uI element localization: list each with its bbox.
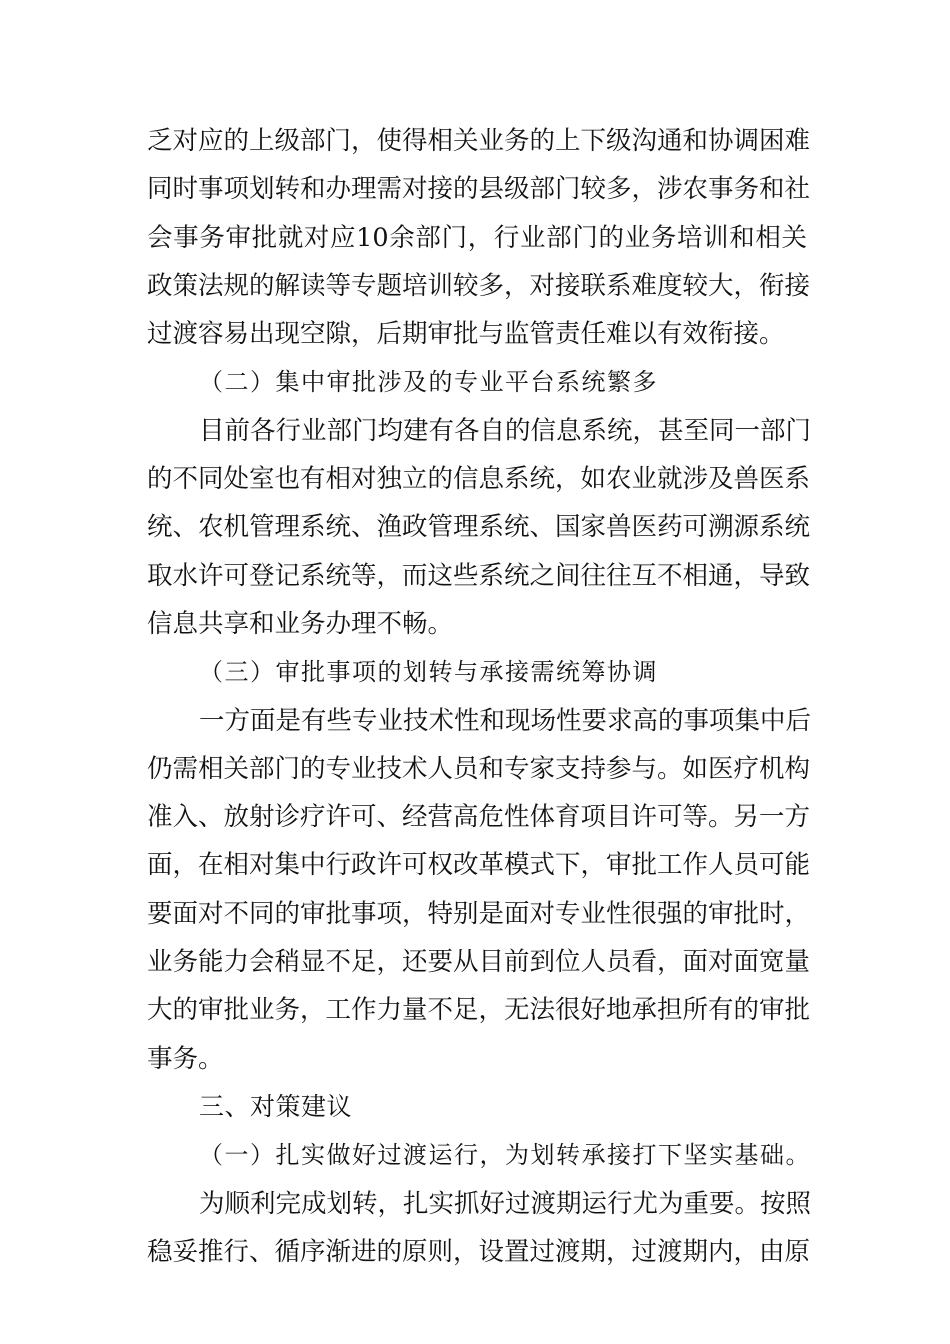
section-heading-1: （一）扎实做好过渡运行，为划转承接打下坚实基础。 [199,1141,811,1170]
text-line: 政策法规的解读等专题培训较多，对接联系难度较大，衔接 [147,270,811,301]
text-line: 面，在相对集中行政许可权改革模式下，审批工作人员可能 [147,850,811,881]
text-line: 事务。 [147,1043,224,1074]
text-line: 过渡容易出现空隙，后期审批与监管责任难以有效衔接。 [147,319,785,350]
body-paragraph [147,697,812,1083]
text-line: 仍需相关部门的专业技术人员和专家支持参与。如医疗机构 [147,753,811,784]
text-line: 业务能力会稍显不足，还要从目前到位人员看，面对面宽量 [147,947,811,978]
text-line: 大的审批业务，工作力量不足，无法很好地承担所有的审批 [147,995,811,1026]
body-paragraph [147,407,812,648]
text-line: 一方面是有些专业技术性和现场性要求高的事项集中后 [199,705,812,736]
chapter-heading: 三、对策建议 [199,1091,353,1121]
section-heading-3: （三）审批事项的划转与承接需统筹协调 [199,658,658,687]
text-line: 乏对应的上级部门，使得相关业务的上下级沟通和协调困难 [147,126,811,156]
text-line: 同时事项划转和办理需对接的县级部门较多，涉农事务和社 [147,174,811,205]
document-page [147,117,812,1276]
text-line: 取水许可登记系统等，而这些系统之间往往互不相通，导致 [147,560,811,591]
text-line: 会事务审批就对应10余部门，行业部门的业务培训和相关 [147,222,807,253]
text-line: 准入、放射诊疗许可、经营高危性体育项目许可等。另一方 [147,802,811,833]
text-line: 稳妥推行、循序渐进的原则，设置过渡期，过渡期内，由原 [147,1236,811,1267]
section-heading-2: （二）集中审批涉及的专业平台系统繁多 [199,368,658,397]
text-line: 为顺利完成划转，扎实抓好过渡期运行尤为重要。按照 [199,1188,812,1219]
text-line: 目前各行业部门均建有各自的信息系统，甚至同一部门 [199,415,812,446]
text-line: 的不同处室也有相对独立的信息系统，如农业就涉及兽医系 [147,464,811,495]
text-line: 信息共享和业务办理不畅。 [147,608,454,639]
body-paragraph [147,117,811,358]
text-line: 要面对不同的审批事项，特别是面对专业性很强的审批时， [147,898,811,929]
text-line: 统、农机管理系统、渔政管理系统、国家兽医药可溯源系统 [147,512,811,543]
body-paragraph [147,1180,812,1277]
